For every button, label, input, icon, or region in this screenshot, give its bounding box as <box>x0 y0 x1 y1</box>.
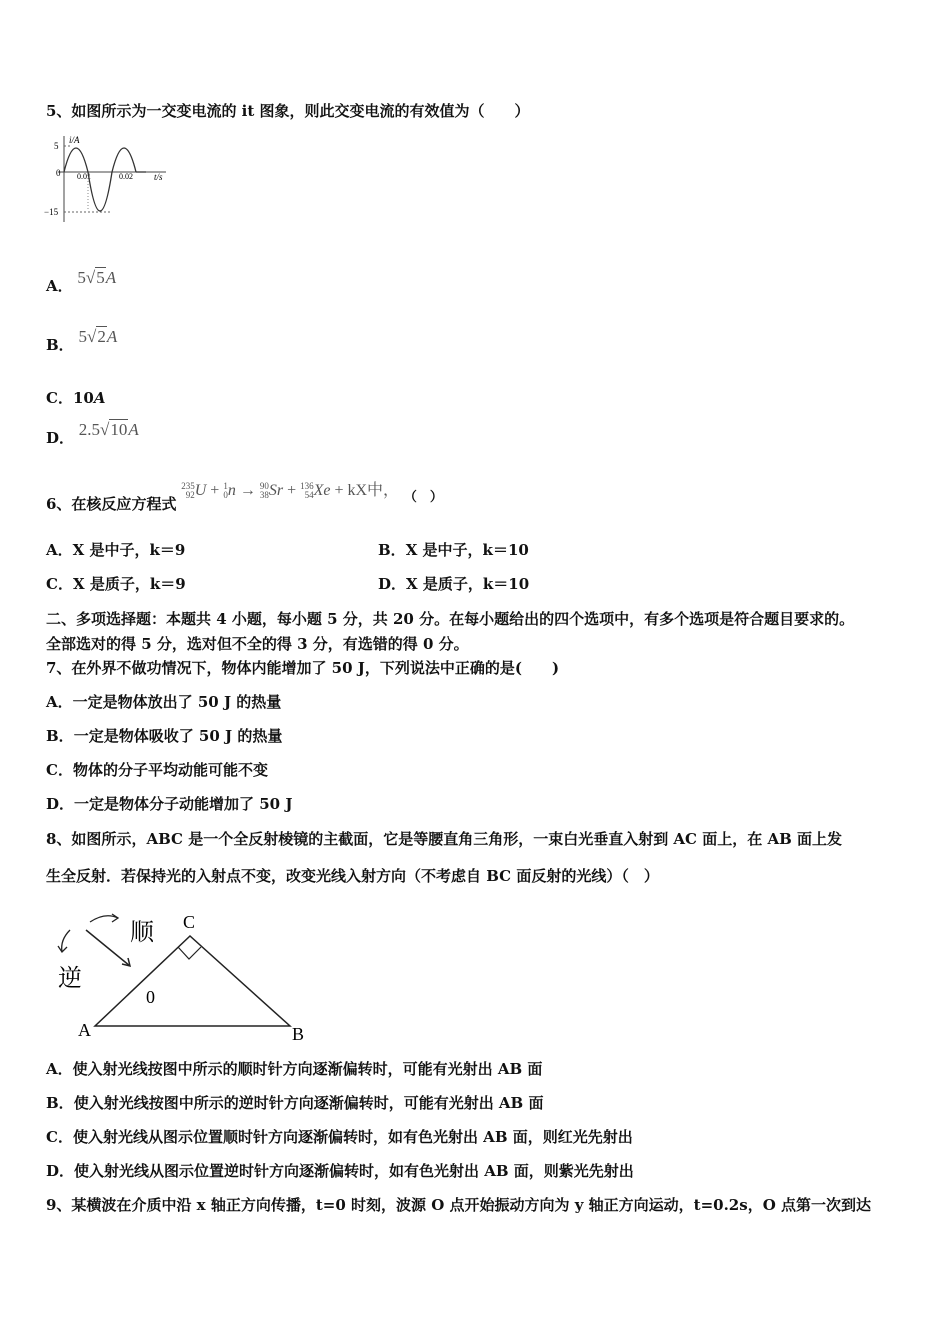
q8-option-a[interactable]: A．使入射光线按图中所示的顺时针方向逐渐偏转时，可能有光射出 AB 面 <box>46 1060 543 1078</box>
graph-x-tick1: 0.01 <box>77 172 91 181</box>
graph-positive-half <box>64 148 88 172</box>
q6-stem: 6、在核反应方程式 235 92U + 1 0n → 90 38Sr + 136 54Xe + kX中， （ ） <box>46 481 443 513</box>
q6-option-c[interactable]: C．X 是质子，k＝9 <box>46 575 186 593</box>
q5-stem: 5、如图所示为一交变电流的 it 图象，则此交变电流的有效值为（ ） <box>46 102 530 120</box>
q7-option-c[interactable]: C．物体的分子平均动能可能不变 <box>46 761 268 779</box>
q5-option-c[interactable]: C．10A <box>46 389 106 407</box>
graph-positive-half-2 <box>112 148 136 172</box>
graph-origin: 0 <box>56 168 61 178</box>
q5-it-graph <box>44 132 174 224</box>
label-c: C <box>183 912 196 932</box>
graph-x-tick2: 0.02 <box>119 172 133 181</box>
label-a: A <box>78 1020 91 1040</box>
q5-option-a[interactable]: A． 5√5A <box>46 268 117 295</box>
incident-ray <box>86 930 130 966</box>
q7-option-d[interactable]: D．一定是物体分子动能增加了 50 J <box>46 795 293 813</box>
prism-triangle <box>95 936 290 1026</box>
q7-option-b[interactable]: B．一定是物体吸收了 50 J 的热量 <box>46 727 283 745</box>
q5-option-b[interactable]: B． 5√2A <box>46 327 118 354</box>
graph-y-bottom: −15 <box>44 207 59 217</box>
q8-option-c[interactable]: C．使入射光线从图示位置顺时针方向逐渐偏转时，如有色光射出 AB 面，则红光先射出 <box>46 1128 633 1146</box>
graph-y-top: 5 <box>54 141 59 151</box>
right-angle-mark <box>178 947 201 959</box>
q8-option-b[interactable]: B．使入射光线按图中所示的逆时针方向逐渐偏转时，可能有光射出 AB 面 <box>46 1094 544 1112</box>
label-clockwise: 顺 <box>130 920 154 946</box>
q8-stem-line1: 8、如图所示，ABC 是一个全反射棱镜的主截面，它是等腰直角三角形，一束白光垂直入射到 AC 面上，在 AB 面上发 <box>46 830 842 848</box>
section2-line1: 二、多项选择题：本题共 4 小题，每小题 5 分，共 20 分。在每小题给出的四个选项中，有多个选项是符合题目要求的。 <box>46 610 855 628</box>
q5-option-d[interactable]: D． 2.5√10A <box>46 420 139 447</box>
graph-negative-half <box>88 172 112 211</box>
label-b: B <box>292 1024 305 1044</box>
q7-stem: 7、在外界不做功情况下，物体内能增加了 50 J，下列说法中正确的是( ) <box>46 659 560 677</box>
label-counterclockwise: 逆 <box>58 966 82 992</box>
q8-prism-figure <box>50 906 320 1044</box>
q6-option-a[interactable]: A．X 是中子，k＝9 <box>46 541 186 559</box>
q8-option-d[interactable]: D．使入射光线从图示位置逆时针方向逐渐偏转时，如有色光射出 AB 面，则紫光先射出 <box>46 1162 634 1180</box>
graph-y-label: i/A <box>69 135 80 145</box>
nuclear-equation: 235 92U + 1 0n → 90 38Sr + 136 54Xe + kX中， <box>181 481 400 501</box>
q7-option-a[interactable]: A．一定是物体放出了 50 J 的热量 <box>46 693 282 711</box>
q6-option-d[interactable]: D．X 是质子，k＝10 <box>378 575 530 593</box>
graph-x-label: t/s <box>154 172 163 182</box>
label-o: 0 <box>146 987 155 1007</box>
q6-option-b[interactable]: B．X 是中子，k＝10 <box>378 541 529 559</box>
section2-line2: 全部选对的得 5 分，选对但不全的得 3 分，有选错的得 0 分。 <box>46 635 469 653</box>
q8-stem-line2: 生全反射．若保持光的入射点不变，改变光线入射方向（不考虑自 BC 面反射的光线）（ ） <box>46 867 659 885</box>
q9-stem: 9、某横波在介质中沿 x 轴正方向传播，t=0 时刻，波源 O 点开始振动方向为 y 轴正方向运动，t=0.2s，O 点第一次到达 <box>46 1196 871 1214</box>
